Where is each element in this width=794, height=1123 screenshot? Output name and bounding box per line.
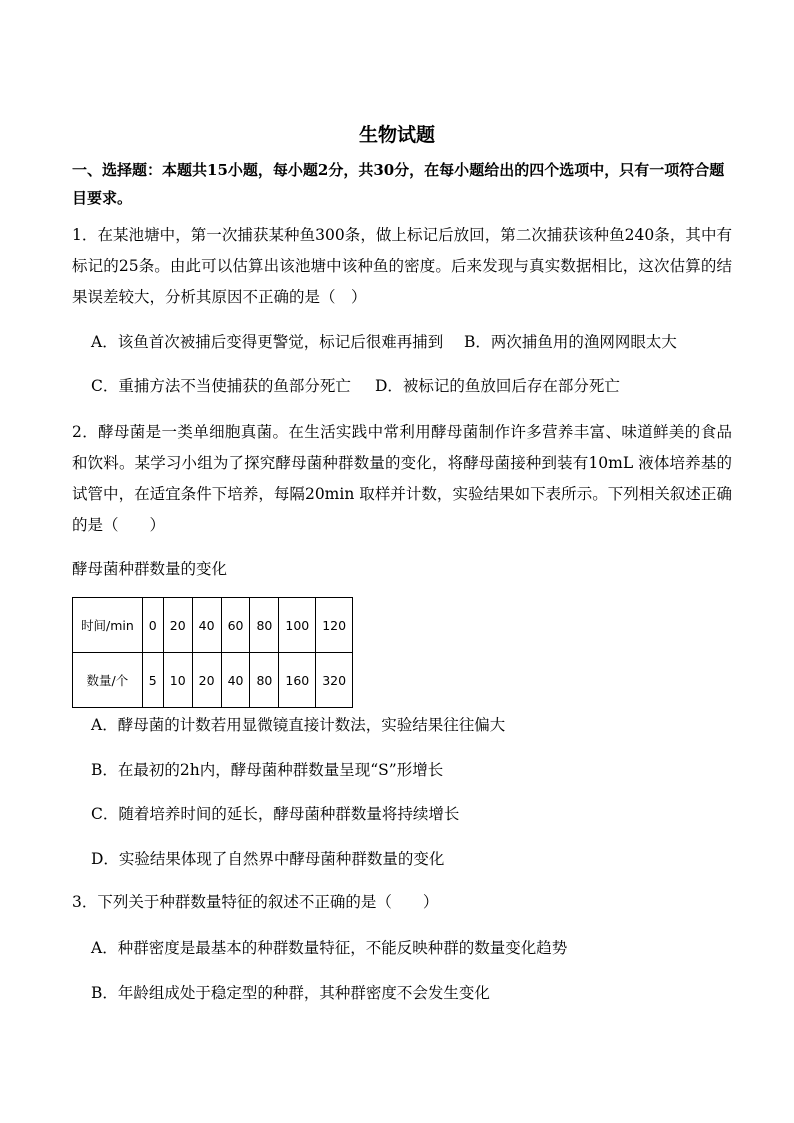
table-cell: 60 <box>221 598 250 653</box>
table-cell: 120 <box>316 598 353 653</box>
table-cell: 40 <box>221 653 250 708</box>
question-2-option-a: A．酵母菌的计数若用显微镜直接计数法，实验结果往往偏大 <box>91 716 506 734</box>
table-cell: 5 <box>142 653 163 708</box>
question-1-option-a: A．该鱼首次被捕后变得更警觉，标记后很难再捕到 <box>91 333 444 351</box>
question-3-option-a: A．种群密度是最基本的种群数量特征，不能反映种群的数量变化趋势 <box>91 939 568 957</box>
yeast-data-table <box>72 597 353 708</box>
table-cell: 320 <box>316 653 353 708</box>
table-header-count: 数量/个 <box>73 653 143 708</box>
question-1-option-d: D．被标记的鱼放回后存在部分死亡 <box>375 377 620 395</box>
question-1-option-b: B．两次捕鱼用的渔网网眼太大 <box>464 333 677 351</box>
table-row-time <box>73 598 353 653</box>
table-cell: 100 <box>279 598 316 653</box>
question-2-option-d: D．实验结果体现了自然界中酵母菌种群数量的变化 <box>91 850 445 868</box>
question-2-stem: 2．酵母菌是一类单细胞真菌。在生活实践中常利用酵母菌制作许多营养丰富、味道鲜美的食品和饮料。某学习小组为了探究酵母菌种群数量的变化，将酵母菌接种到装有10mL 液体培养基的试管中，在适宜条件下培养，每隔20min 取样并计数，实验结果如下表所示。下列相关叙述正确的是（ ） <box>72 423 732 534</box>
table-caption: 酵母菌种群数量的变化 <box>72 560 228 578</box>
table-cell: 40 <box>192 598 221 653</box>
table-cell: 80 <box>250 653 279 708</box>
page-title: 生物试题 <box>358 124 435 146</box>
table-cell: 160 <box>279 653 316 708</box>
table-cell: 20 <box>163 598 192 653</box>
question-1-option-c: C．重捕方法不当使捕获的鱼部分死亡 <box>91 377 351 395</box>
question-3-option-b: B．年龄组成处于稳定型的种群，其种群密度不会发生变化 <box>91 984 490 1002</box>
table-cell: 0 <box>142 598 163 653</box>
table-row-count <box>73 653 353 708</box>
table-cell: 20 <box>192 653 221 708</box>
table-cell: 10 <box>163 653 192 708</box>
table-cell: 80 <box>250 598 279 653</box>
question-2-option-c: C．随着培养时间的延长，酵母菌种群数量将持续增长 <box>91 805 460 823</box>
question-1-stem: 1．在某池塘中，第一次捕获某种鱼300条，做上标记后放回，第二次捕获该种鱼240条，其中有标记的25条。由此可以估算出该池塘中该种鱼的密度。后来发现与真实数据相比，这次估算的结果误差较大，分析其原因不正确的是（ ） <box>72 226 732 306</box>
question-3-stem: 3．下列关于种群数量特征的叙述不正确的是（ ） <box>72 893 439 911</box>
question-2-option-b: B．在最初的2h内，酵母菌种群数量呈现“S”形增长 <box>91 761 444 779</box>
section-header: 一、选择题：本题共15小题，每小题2分，共30分，在每小题给出的四个选项中，只有一项符合题目要求。 <box>72 161 725 207</box>
table-header-time: 时间/min <box>73 598 143 653</box>
